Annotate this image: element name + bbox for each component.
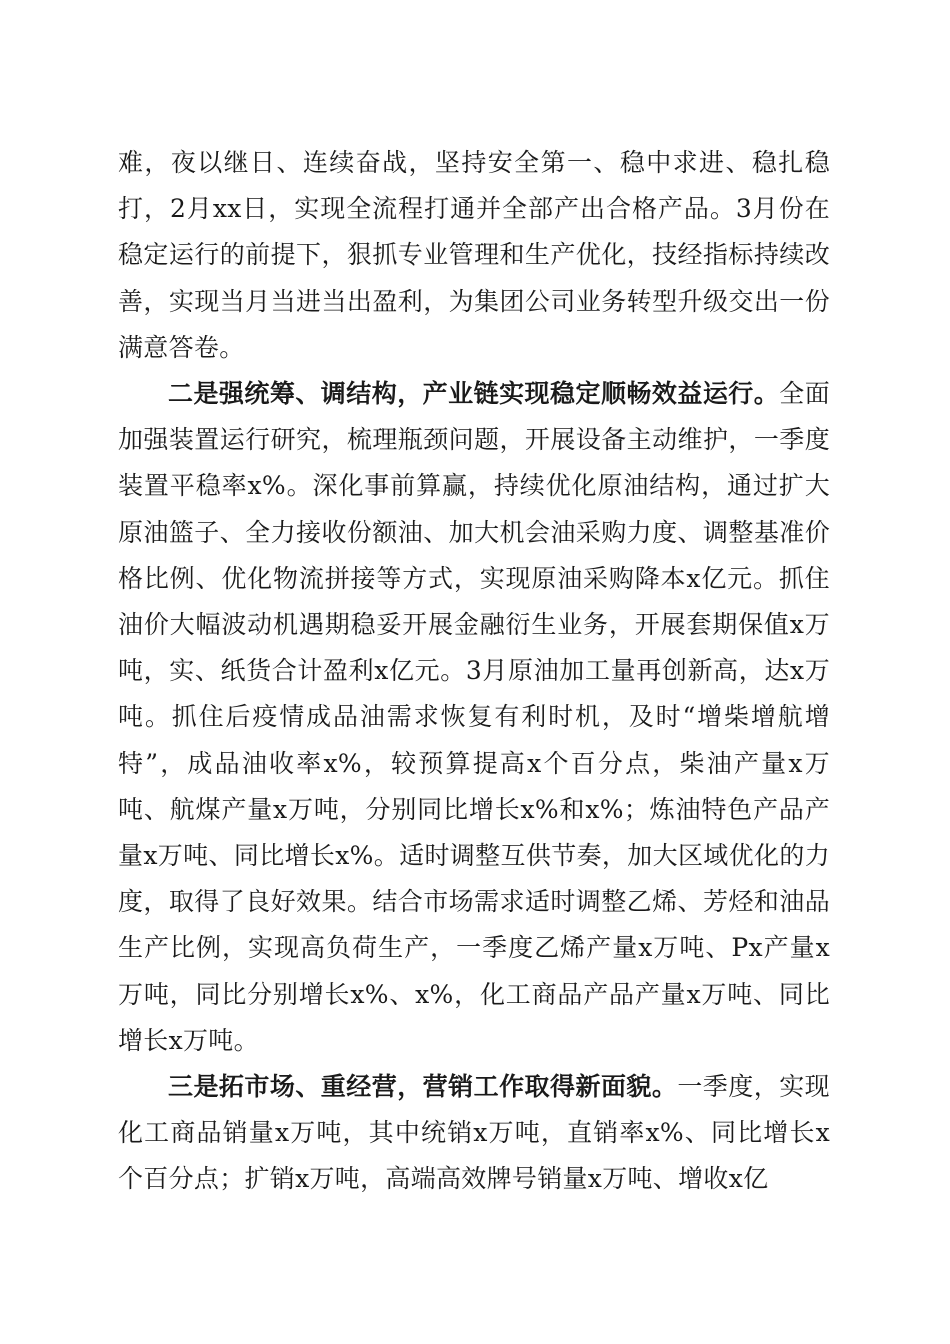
paragraph-point-three: [118, 1064, 830, 1203]
paragraph-continuation: [118, 140, 830, 371]
paragraph-text: 全面加强装置运行研究，梳理瓶颈问题，开展设备主动维护，一季度装置平稳率x%。深化事前算赢，持续优化原油结构，通过扩大原油篮子、全力接收份额油、加大机会油采购力度、调整基准价格比例、优化物流拼接等方式，实现原油采购降本x亿元。抓住油价大幅波动机遇期稳妥开展金融衍生业务，开展套期保值x万吨，实、纸货合计盈利x亿元。3月原油加工量再创新高，达x万吨。抓住后疫情成品油需求恢复有利时机，及时“增柴增航增特”，成品油收率x%，较预算提高x个百分点，柴油产量x万吨、航煤产量x万吨，分别同比增长x%和x%；炼油特色产品产量x万吨、同比增长x%。适时调整互供节奏，加大区域优化的力度，取得了良好效果。结合市场需求适时调整乙烯、芳烃和油品生产比例，实现高负荷生产，一季度乙烯产量x万吨、Px产量x万吨，同比分别增长x%、x%，化工商品产品产量x万吨、同比增长x万吨。: [118, 379, 831, 1055]
paragraph-heading: 三是拓市场、重经营，营销工作取得新面貌。: [168, 1072, 678, 1102]
paragraph-point-two: [118, 371, 830, 1064]
document-body: [118, 140, 830, 1203]
paragraph-text: 一季度，实现化工商品销量x万吨，其中统销x万吨，直销率x%、同比增长x个百分点；扩销x万吨，高端高效牌号销量x万吨、增收x亿: [118, 1072, 830, 1194]
paragraph-text: 难，夜以继日、连续奋战，坚持安全第一、稳中求进、稳扎稳打，2月xx日，实现全流程打通并全部产出合格产品。3月份在稳定运行的前提下，狠抓专业管理和生产优化，技经指标持续改善，实现当月当进当出盈利，为集团公司业务转型升级交出一份满意答卷。: [118, 148, 830, 362]
paragraph-heading: 二是强统筹、调结构，产业链实现稳定顺畅效益运行。: [168, 379, 780, 409]
